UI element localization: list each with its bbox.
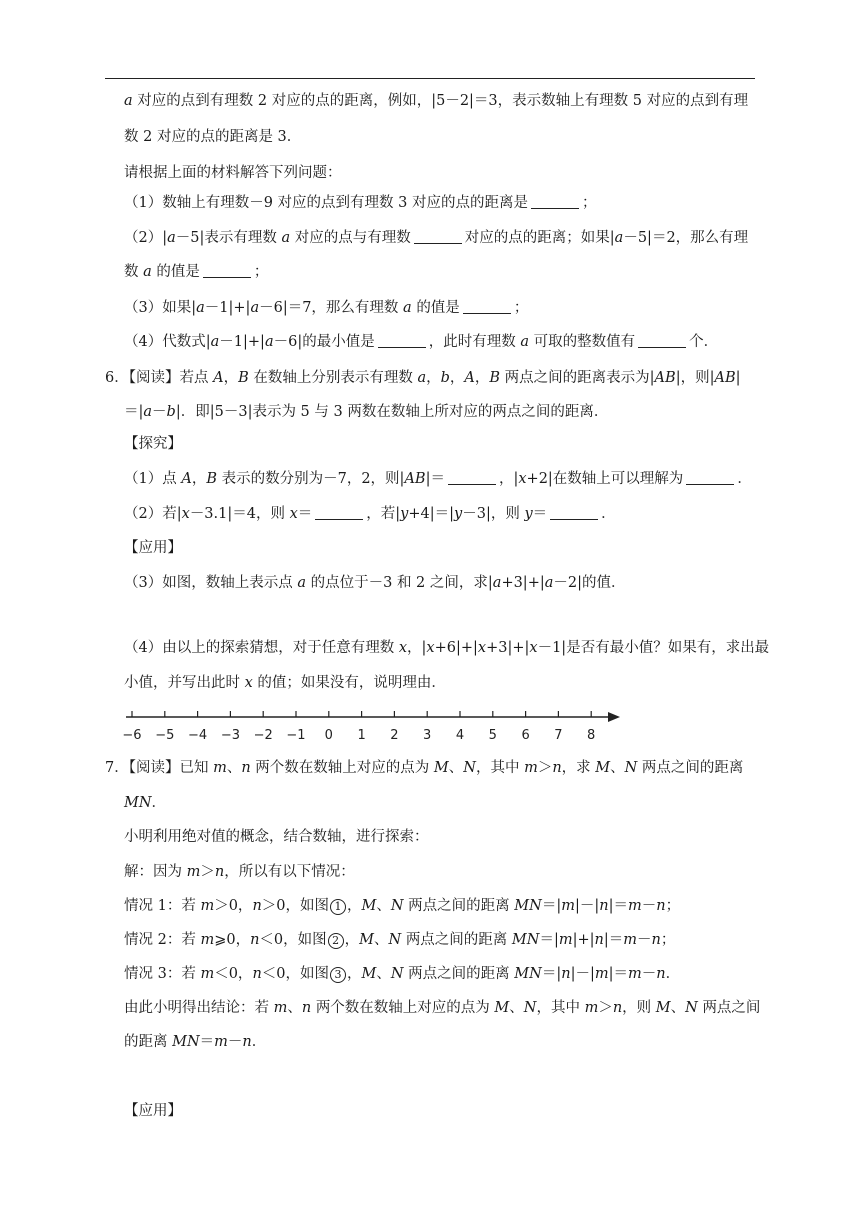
number-line-label: 6 <box>521 728 530 743</box>
question-5-1: （1）数轴上有理数－9 对应的点到有理数 3 对应的点的距离是 ； <box>124 195 597 211</box>
question-6-4-cont: 小值，并写出此时 x 的值；如果没有，说明理由． <box>124 675 446 691</box>
number-line-label: 4 <box>455 728 465 743</box>
number-line-label: 0 <box>324 728 333 743</box>
number-line-label: 5 <box>488 728 497 743</box>
answer-blank[interactable] <box>550 505 598 520</box>
question-5-3: （3）如果|a－1|+|a－6|＝7，那么有理数 a 的值是 ； <box>124 300 529 316</box>
number-line-label: 2 <box>390 728 399 743</box>
conclusion-line-2: 的距离 MN＝m－n． <box>124 1034 267 1050</box>
intro-line-2: 数 2 对应的点的距离是 3． <box>124 129 302 145</box>
question-5-4: （4）代数式|a－1|+|a－6|的最小值是 ，此时有理数 a 可取的整数值有 个． <box>124 334 719 350</box>
number-line-label: −1 <box>286 728 306 743</box>
section-explore-heading: 【探究】 <box>124 436 182 452</box>
number-line-label: 3 <box>423 728 432 743</box>
answer-blank[interactable] <box>463 299 511 314</box>
question-5-2: （2）|a－5|表示有理数 a 对应的点与有理数 对应的点的距离；如果|a－5|＝2，那么有理 <box>124 230 749 246</box>
number-line-label: 7 <box>554 728 563 743</box>
question-6-2: （2）若|x－3.1|＝4，则 x＝ ，若|y+4|＝|y－3|，则 y＝ ． <box>124 506 616 522</box>
question-7-line-2: MN． <box>124 795 167 811</box>
question-6-line-1: 6．【阅读】若点 A，B 在数轴上分别表示有理数 a，b，A，B 两点之间的距离表示为|AB|，则|AB| <box>105 370 741 386</box>
answer-blank[interactable] <box>638 333 686 348</box>
section-apply-heading: 【应用】 <box>124 540 182 556</box>
section-apply-heading-7: 【应用】 <box>124 1103 182 1119</box>
question-5-2-cont: 数 a 的值是 ； <box>124 264 269 280</box>
question-7-line-3: 小明利用绝对值的概念，结合数轴，进行探索： <box>124 829 429 845</box>
question-6-1: （1）点 A，B 表示的数分别为－7，2，则|AB|＝ ，|x+2|在数轴上可以理解为 ． <box>124 471 752 487</box>
header-rule <box>105 78 755 79</box>
number-line-label: 1 <box>357 728 366 743</box>
answer-blank[interactable] <box>686 470 734 485</box>
question-6-line-2: ＝|a－b|．即|5－3|表示为 5 与 3 两数在数轴上所对应的两点之间的距离． <box>124 404 609 420</box>
case-3: 情况 3：若 m＜0，n＜0，如图 3 ，M、N 两点之间的距离 MN＝|n|－|m|＝m－n． <box>124 966 681 982</box>
question-7-line-1: 7．【阅读】已知 m、n 两个数在数轴上对应的点为 M、N，其中 m＞n，求 M、N 两点之间的距离 <box>105 760 744 776</box>
figure-ref-3: 3 <box>330 967 346 983</box>
question-6-4: （4）由以上的探索猜想，对于任意有理数 x，|x+6|+|x+3|+|x－1|是否有最小值？如果有，求出最 <box>124 640 770 656</box>
case-2: 情况 2：若 m⩾0，n＜0，如图 2 ，M、N 两点之间的距离 MN＝|m|+|n|＝m－n； <box>124 932 676 948</box>
figure-ref-2: 2 <box>328 933 344 949</box>
answer-blank[interactable] <box>414 229 462 244</box>
conclusion-line-1: 由此小明得出结论：若 m、n 两个数在数轴上对应的点为 M、N，其中 m＞n，则 M、N 两点之间 <box>124 1000 761 1016</box>
number-line-label: −6 <box>122 728 142 743</box>
question-6-3: （3）如图，数轴上表示点 a 的点位于－3 和 2 之间，求|a+3|+|a－2|的值． <box>124 575 626 591</box>
number-line-label: −5 <box>155 728 175 743</box>
intro-line-3: 请根据上面的材料解答下列问题： <box>124 165 342 181</box>
number-line-label: −4 <box>188 728 208 743</box>
question-7-line-4: 解：因为 m＞n，所以有以下情况： <box>124 864 355 880</box>
answer-blank[interactable] <box>315 505 363 520</box>
answer-blank[interactable] <box>378 333 426 348</box>
answer-blank[interactable] <box>531 194 579 209</box>
number-line-label: −2 <box>253 728 273 743</box>
arrow-icon <box>608 712 620 722</box>
case-1: 情况 1：若 m＞0，n＞0，如图 1 ，M、N 两点之间的距离 MN＝|m|－|n|＝m－n； <box>124 898 681 914</box>
intro-line-1: a 对应的点到有理数 2 对应的点的距离，例如，|5－2|＝3，表示数轴上有理数 5 对应的点到有理 <box>124 93 749 109</box>
number-line-figure <box>118 700 628 746</box>
number-line-label: −3 <box>220 728 240 743</box>
number-line-label: 8 <box>587 728 596 743</box>
answer-blank[interactable] <box>448 470 496 485</box>
answer-blank[interactable] <box>203 263 251 278</box>
figure-ref-1: 1 <box>330 899 346 915</box>
